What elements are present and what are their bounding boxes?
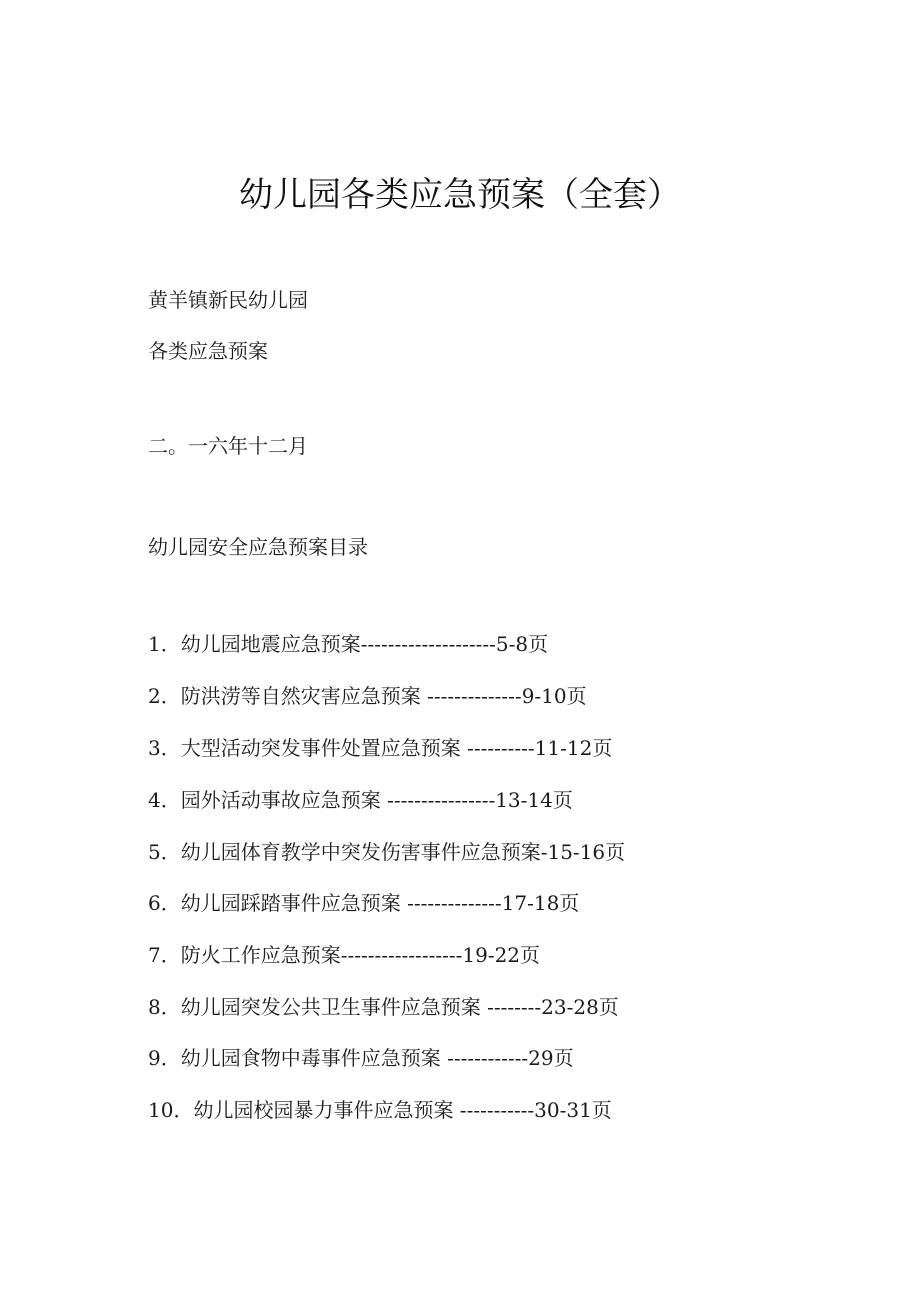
document-subtitle: 各类应急预案 xyxy=(148,339,268,363)
toc-item: 10．幼儿园校园暴力事件应急预案 -----------30-31页 xyxy=(148,1098,612,1122)
toc-item: 2．防洪涝等自然灾害应急预案 --------------9-10页 xyxy=(148,684,587,708)
document-date: 二。一六年十二月 xyxy=(148,434,308,458)
toc-heading: 幼儿园安全应急预案目录 xyxy=(148,535,368,559)
toc-item: 5．幼儿园体育教学中突发伤害事件应急预案-15-16页 xyxy=(148,840,626,864)
toc-item: 7．防火工作应急预案------------------19-22页 xyxy=(148,943,541,967)
toc-item: 3．大型活动突发事件处置应急预案 ----------11-12页 xyxy=(148,736,613,760)
toc-item: 6．幼儿园踩踏事件应急预案 --------------17-18页 xyxy=(148,891,580,915)
organization-name: 黄羊镇新民幼儿园 xyxy=(148,288,308,312)
toc-item: 9．幼儿园食物中毒事件应急预案 ------------29页 xyxy=(148,1046,574,1070)
toc-item: 1．幼儿园地震应急预案--------------------5-8页 xyxy=(148,632,549,656)
document-title: 幼儿园各类应急预案（全套） xyxy=(239,175,681,215)
toc-item: 8．幼儿园突发公共卫生事件应急预案 --------23-28页 xyxy=(148,995,619,1019)
toc-item: 4．园外活动事故应急预案 ----------------13-14页 xyxy=(148,788,573,812)
